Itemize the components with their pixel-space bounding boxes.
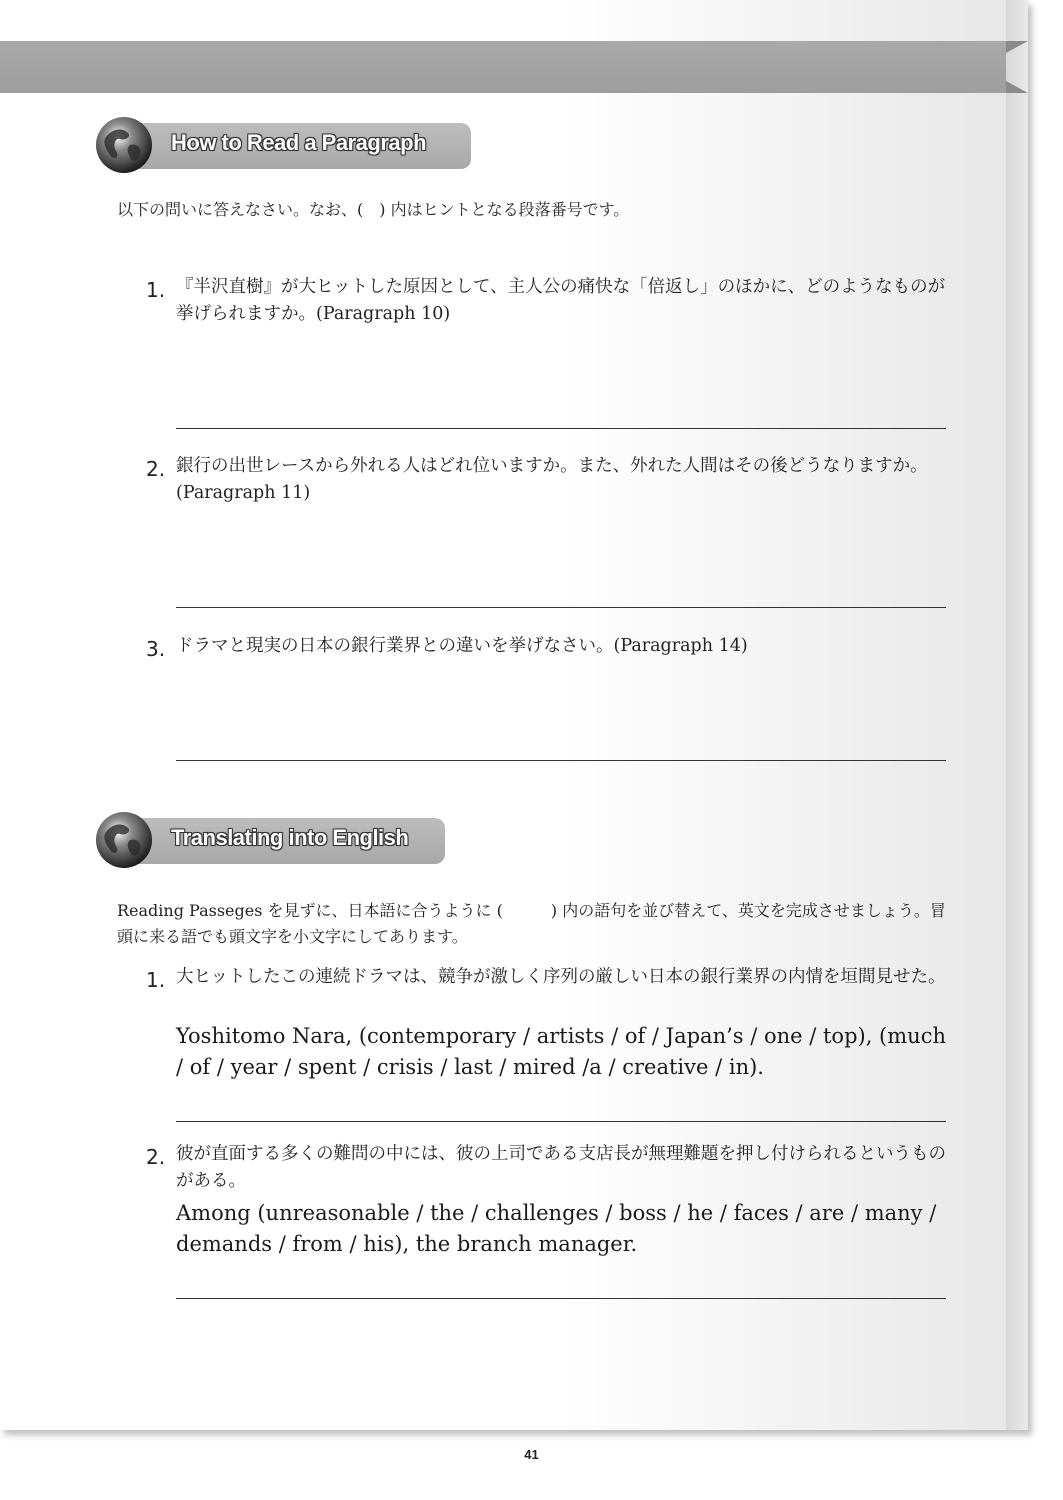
section-title: Translating into English <box>171 825 409 850</box>
side-tab <box>1006 0 1028 1430</box>
question-japanese: 彼が直面する多くの難問の中には、彼の上司である支店長が無理難題を押し付けられるというものがある。 <box>176 1144 946 1191</box>
globe-icon <box>94 115 154 175</box>
header-band <box>0 41 1006 93</box>
question-text: ドラマと現実の日本の銀行業界との違いを挙げなさい。(Paragraph 14) <box>176 636 748 656</box>
question-number: 3. <box>146 637 166 661</box>
question-english: Among (unreasonable / the / challenges / boss / he / faces / are / many / demands / from / his), the branch manager. <box>176 1201 937 1256</box>
question-text: 『半沢直樹』が大ヒットした原因として、主人公の痛快な「倍返し」のほかに、どのようなものが挙げられますか。(Paragraph 10) <box>176 277 946 324</box>
section-title: How to Read a Paragraph <box>171 130 427 155</box>
globe-icon <box>94 810 154 870</box>
answer-line[interactable] <box>176 1121 946 1122</box>
instruction-text: Reading Passeges を見ずに、日本語に合うように ( ) 内の語句を並び替えて、英文を完成させましょう。冒頭に来る語でも頭文字を小文字にしてあります。 <box>117 901 946 946</box>
answer-line[interactable] <box>176 607 946 608</box>
section-banner-translating <box>94 818 445 864</box>
answer-line[interactable] <box>176 1298 946 1299</box>
question-text: 銀行の出世レースから外れる人はどれ位いますか。また、外れた人間はその後どうなりますか。(Paragraph 11) <box>176 456 928 503</box>
question-english: Yoshitomo Nara, (contemporary / artists / of / Japan’s / one / top), (much / of / year / spent / crisis / last / mired /a / creative / in). <box>176 1024 946 1079</box>
question-number: 1. <box>146 968 166 992</box>
answer-line[interactable] <box>176 428 946 429</box>
header-notch-top <box>1006 41 1028 53</box>
section-banner-reading <box>94 123 471 169</box>
answer-line[interactable] <box>176 760 946 761</box>
question-number: 2. <box>146 457 166 481</box>
question-japanese: 大ヒットしたこの連続ドラマは、競争が激しく序列の厳しい日本の銀行業界の内情を垣間見せた。 <box>176 967 946 987</box>
page-number: 41 <box>524 1447 539 1462</box>
header-notch-bottom <box>1006 81 1028 93</box>
question-number: 2. <box>146 1145 166 1169</box>
instruction-text: 以下の問いに答えなさい。なお、( ) 内はヒントとなる段落番号です。 <box>117 200 630 219</box>
question-number: 1. <box>146 278 166 302</box>
